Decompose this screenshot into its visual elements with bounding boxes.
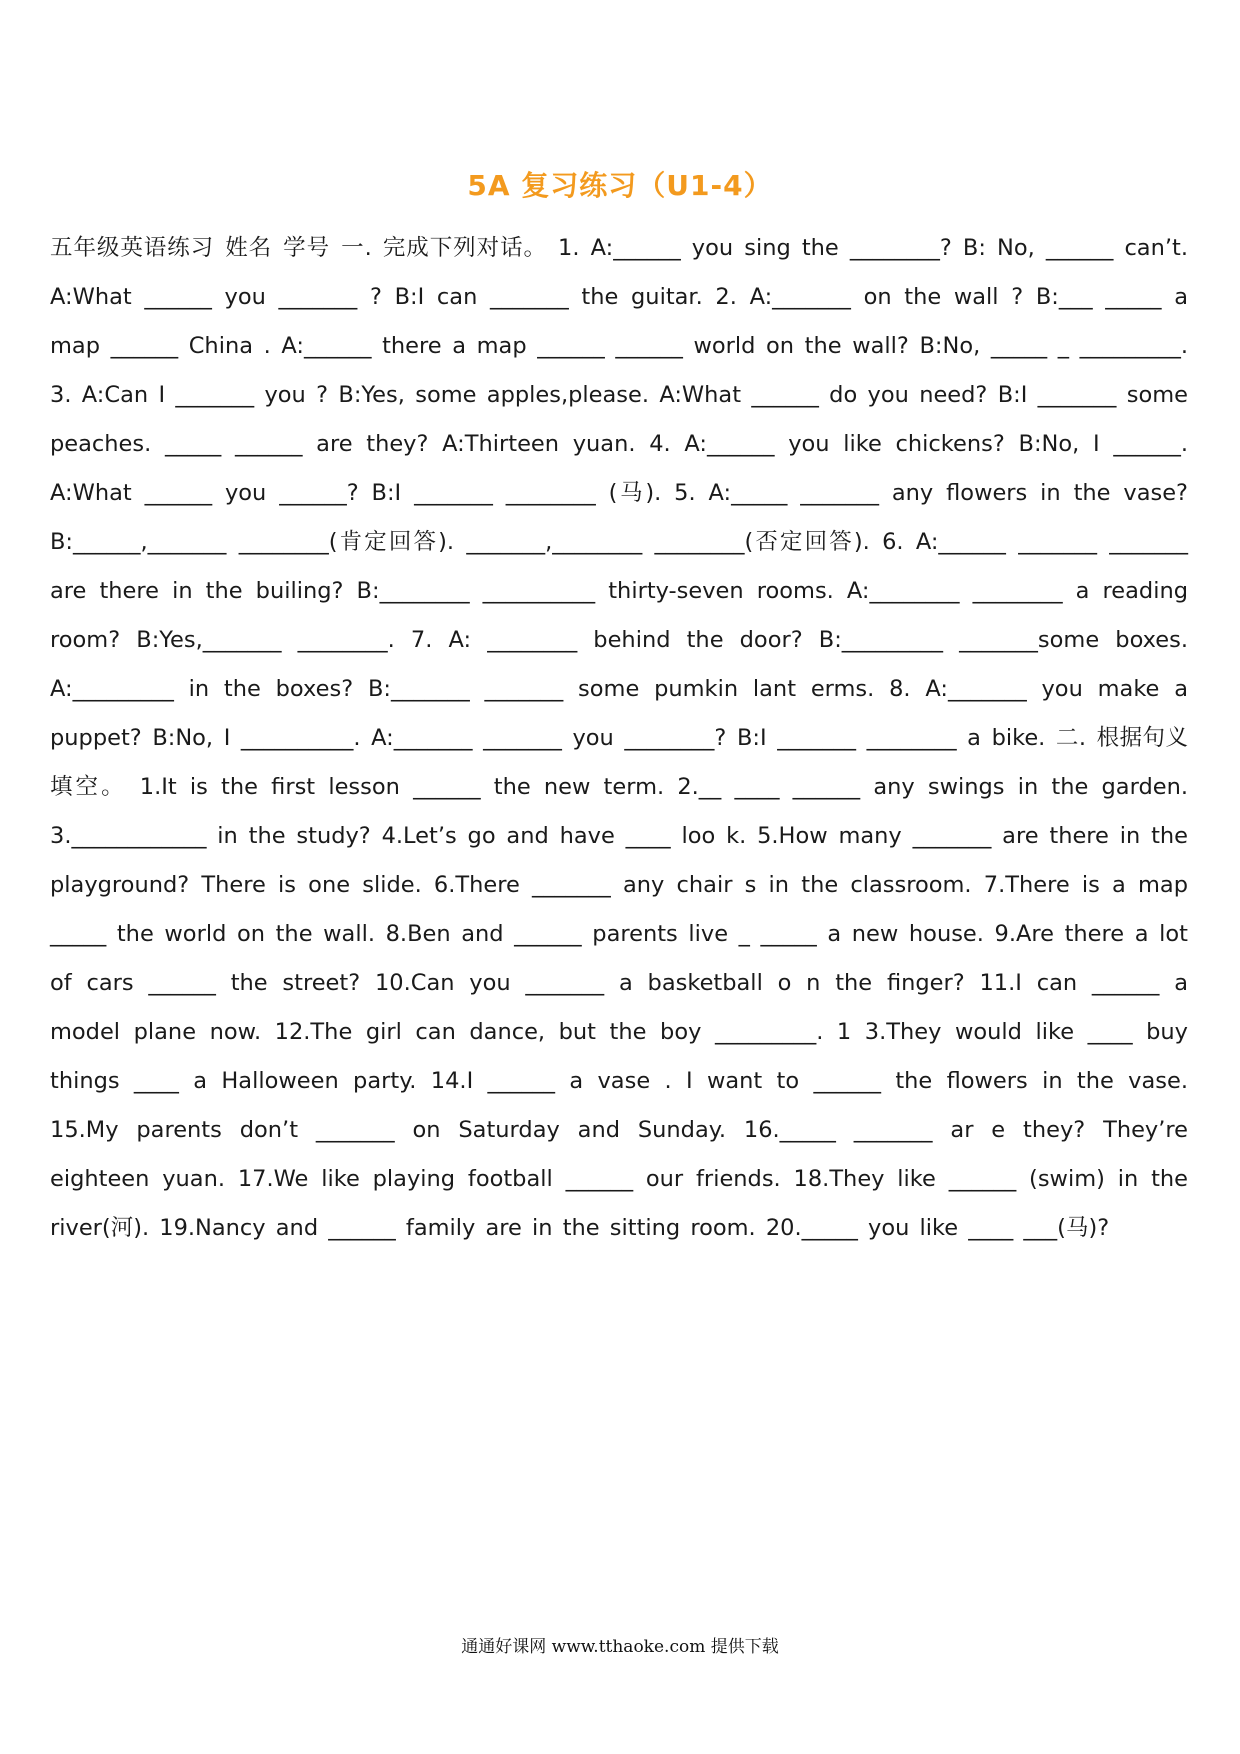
page-title: 5A 复习练习（U1-4） — [467, 169, 773, 202]
footer-credit: 通通好课网 www.tthaoke.com 提供下载 — [461, 1637, 779, 1657]
worksheet-body: 五年级英语练习 姓名 学号 一. 完成下列对话。 1. A:______ you sing the ________? B: No, ______ can’t. A:What ______ you _______ ? B:I can _______ the guitar. 2. A:_______ on the wall ? B:___ _____ a map ______ China . A:______ there a map ______ ______ world on the wall? B:No, _____ _ _________. 3. A:Can I _______ you ? B:Yes, some apples,please. A:What ______ do you need? B:I _______ some peaches. _____ ______ are they? A:Thirteen yuan. 4. A:______ you like chickens? B:No, I ______. A:What ______ you ______? B:I _______ ________ (马). 5. A:_____ _______ any flowers in the vase? B:______,_______ ________(肯定回答). _______,________ ________(否定回答). 6. A:______ _______ _______ are there in the builing? B:________ __________ thirty-seven rooms. A:________ ________ a reading room? B:Yes,_______ ________. 7. A: ________ behind the door? B:_________ _______some boxes. A:_________ in the boxes? B:_______ _______ some pumkin lant erms. 8. A:_______ you make a puppet? B:No, I __________. A:_______ _______ you ________? B:I _______ ________ a bike. 二. 根据句义填空。 1.It is the first lesson ______ the new term. 2.__ ____ ______ any swings in the garden. 3.____________ in the study? 4.Let’s go and have ____ loo k. 5.How many _______ are there in the playground? There is one slide. 6.There _______ any chair s in the classroom. 7.There is a map _____ the world on the wall. 8.Ben and ______ parents live _ _____ a new house. 9.Are there a lot of cars ______ the street? 10.Can you _______ a basketball o n the finger? 11.I can ______ a model plane now. 12.The girl can dance, but the boy _________. 1 3.They would like ____ buy things ____ a Halloween party. 14.I ______ a vase . I want to ______ the flowers in the vase. 15.My parents don’t _______ on Saturday and Sunday. 16._____ _______ ar e they? They’re eighteen yuan. 17.We like playing football ______ our friends. 18.They like ______ (swim) in the river(河). 19.Nancy and ______ family are in the sitting room. 20._____ you like ____ ___(马)? — [50, 235, 1188, 1241]
